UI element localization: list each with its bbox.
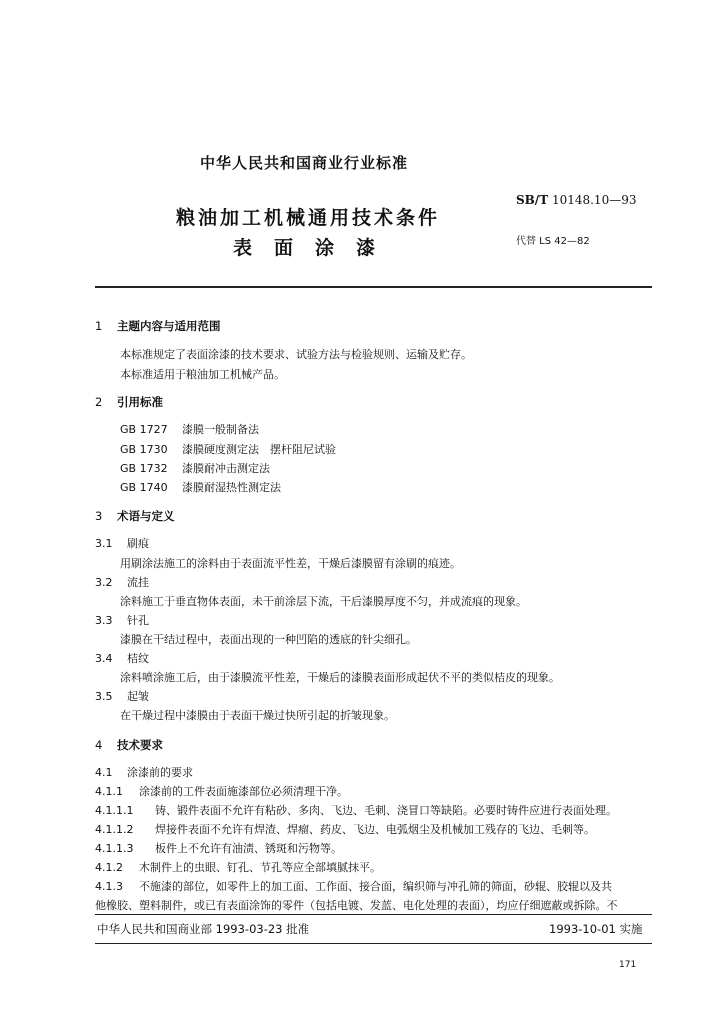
term-number: 3.2 [95, 576, 113, 589]
paragraph: 本标准规定了表面涂漆的技术要求、试验方法与检验规则、运输及贮存。 [120, 348, 472, 361]
term-definition: 涂料喷涂施工后，由于漆膜流平性差，干燥后的漆膜表面形成起伏不平的类似桔皮的现象。 [120, 671, 560, 684]
reference-item [120, 421, 259, 437]
standard-category-title: 中华人民共和国商业行业标准 [200, 154, 409, 172]
replaces-standard: 代替 LS 42—82 [516, 236, 590, 247]
section-title: 引用标准 [117, 395, 163, 409]
footer-divider [95, 914, 652, 915]
standard-code [516, 193, 636, 207]
term-name: 桔纹 [127, 652, 149, 665]
standard-code-number: 10148.10—93 [548, 193, 637, 207]
term-heading [95, 688, 149, 704]
clause [95, 821, 595, 837]
reference-code: GB 1732 [120, 462, 168, 475]
term-name: 刷痕 [127, 537, 149, 550]
clause-text: 涂漆前的工件表面施漆部位必须清理干净。 [139, 785, 348, 798]
section-2-heading [95, 394, 163, 410]
paragraph: 本标准适用于粮油加工机械产品。 [120, 368, 285, 381]
term-number: 3.3 [95, 614, 113, 627]
reference-item [120, 441, 336, 457]
section-number: 2 [95, 395, 103, 409]
section-3-heading [95, 508, 175, 524]
term-definition: 在干燥过程中漆膜由于表面干燥过快所引起的折皱现象。 [120, 709, 395, 722]
section-1-heading [95, 318, 221, 334]
term-heading [95, 612, 149, 628]
clause-number: 4.1.1.1 [95, 804, 134, 817]
section-4-heading [95, 737, 163, 753]
term-number: 3.4 [95, 652, 113, 665]
footer-bottom-divider [95, 943, 652, 944]
clause-number: 4.1.2 [95, 861, 123, 874]
clause [95, 802, 617, 818]
standard-code-prefix: SB/T [516, 193, 549, 207]
clause-number: 4.1.3 [95, 880, 123, 893]
clause-continuation: 他橡胶、塑料制件，或已有表面涂饰的零件（包括电镀、发蓝、电化处理的表面），均应仔细遮蔽或拆除。不 [95, 899, 618, 912]
clause-text: 木制件上的虫眼、钉孔、节孔等应全部填腻抹平。 [139, 861, 381, 874]
clause-text: 焊接件表面不允许有焊渣、焊瘤、药皮、飞边、电弧烟尘及机械加工残存的飞边、毛刺等。 [155, 823, 595, 836]
reference-title: 漆膜耐冲击测定法 [182, 462, 270, 475]
clause [95, 840, 342, 856]
term-name: 针孔 [127, 614, 149, 627]
clause-number: 4.1 [95, 766, 113, 779]
section-number: 4 [95, 738, 103, 752]
term-heading [95, 535, 149, 551]
reference-title: 漆膜一般制备法 [182, 423, 259, 436]
approval-info: 中华人民共和国商业部 1993-03-23 批准 [97, 922, 310, 936]
reference-code: GB 1730 [120, 443, 168, 456]
term-heading [95, 574, 149, 590]
section-number: 3 [95, 509, 103, 523]
clause [95, 764, 193, 780]
header-divider [95, 286, 652, 288]
term-definition: 漆膜在干结过程中，表面出现的一种凹陷的透底的针尖细孔。 [120, 633, 417, 646]
clause [95, 859, 381, 875]
page-number: 171 [619, 960, 637, 970]
clause-text: 铸、锻件表面不允许有粘砂、多肉、飞边、毛刺、浇冒口等缺陷。必要时铸件应进行表面处理。 [155, 804, 617, 817]
clause-text: 不施漆的部位，如零件上的加工面、工作面、接合面，编织筛与冲孔筛的筛面，砂辊、胶辊以及共 [139, 880, 612, 893]
reference-item [120, 479, 281, 495]
term-definition: 涂料施工于垂直物体表面，未干前涂层下流，干后漆膜厚度不匀，并成流痕的现象。 [120, 595, 527, 608]
document-subtitle: 表面涂漆 [233, 237, 398, 259]
section-title: 术语与定义 [117, 509, 175, 523]
reference-title: 漆膜硬度测定法 摆杆阻尼试验 [182, 443, 336, 456]
document-title: 粮油加工机械通用技术条件 [176, 207, 441, 229]
reference-code: GB 1727 [120, 423, 168, 436]
term-definition: 用刷涂法施工的涂料由于表面流平性差，干燥后漆膜留有涂刷的痕迹。 [120, 557, 461, 570]
clause [95, 878, 612, 894]
term-number: 3.1 [95, 537, 113, 550]
term-name: 流挂 [127, 576, 149, 589]
reference-code: GB 1740 [120, 481, 168, 494]
term-number: 3.5 [95, 690, 113, 703]
reference-item [120, 460, 270, 476]
clause-number: 4.1.1.3 [95, 842, 134, 855]
clause-text: 板件上不允许有油渍、锈斑和污物等。 [155, 842, 342, 855]
effective-date: 1993-10-01 实施 [549, 922, 643, 936]
section-title: 技术要求 [117, 738, 163, 752]
clause-number: 4.1.1 [95, 785, 123, 798]
section-title: 主题内容与适用范围 [117, 319, 221, 333]
section-number: 1 [95, 319, 103, 333]
clause-text: 涂漆前的要求 [127, 766, 193, 779]
term-heading [95, 650, 149, 666]
clause-number: 4.1.1.2 [95, 823, 134, 836]
reference-title: 漆膜耐湿热性测定法 [182, 481, 281, 494]
term-name: 起皱 [127, 690, 149, 703]
clause [95, 783, 348, 799]
